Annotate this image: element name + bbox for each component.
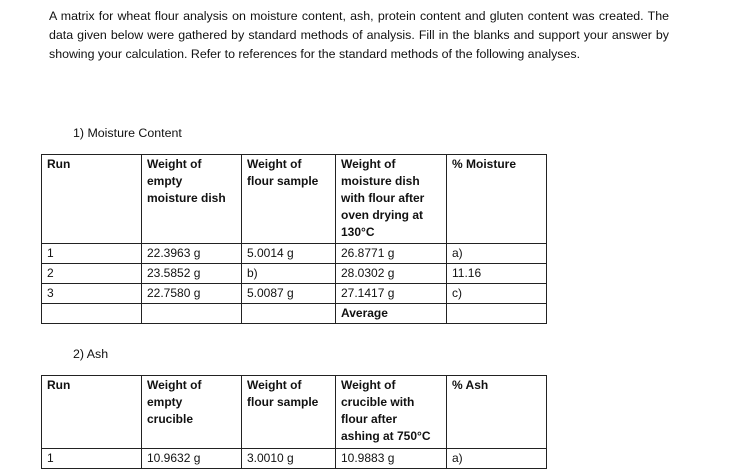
moisture-header-row <box>42 155 547 244</box>
header-percent-ash: % Ash <box>447 376 547 449</box>
header-crucible-after-ashing: Weight of crucible with flour after ashing at 750°C <box>336 376 447 449</box>
table-row <box>42 244 547 264</box>
table-cell: 22.7580 g <box>142 284 242 304</box>
header-percent-moisture: % Moisture <box>447 155 547 244</box>
blank-cell: a) <box>447 244 547 264</box>
table-cell: 27.1417 g <box>336 284 447 304</box>
header-dish-flour-after-drying: Weight of moisture dish with flour after oven drying at 130°C <box>336 155 447 244</box>
average-label: Average <box>336 304 447 324</box>
header-flour-sample-weight: Weight of flour sample <box>242 376 336 449</box>
table-cell: 11.16 <box>447 264 547 284</box>
intro-paragraph: A matrix for wheat flour analysis on moisture content, ash, protein content and gluten content was created. The data given below were gathered by standard methods of analysis. Fill in the blanks and support your answer by showing your calculation. Refer to references for the standard methods of the following analyses. <box>49 9 669 61</box>
header-flour-sample-weight: Weight of flour sample <box>242 155 336 244</box>
ash-section-title: 2) Ash <box>73 347 109 361</box>
table-cell: 10.9883 g <box>336 449 447 469</box>
table-cell: 3.0010 g <box>242 449 336 469</box>
table-row <box>42 284 547 304</box>
average-value-cell <box>447 304 547 324</box>
header-run: Run <box>42 376 142 449</box>
header-empty-crucible-weight: Weight of empty crucible <box>142 376 242 449</box>
table-cell: 10.9632 g <box>142 449 242 469</box>
table-cell <box>142 304 242 324</box>
table-cell: 28.0302 g <box>336 264 447 284</box>
moisture-section-title: 1) Moisture Content <box>73 126 182 140</box>
run-cell: 2 <box>42 264 142 284</box>
table-cell: 26.8771 g <box>336 244 447 264</box>
header-empty-dish-weight: Weight of empty moisture dish <box>142 155 242 244</box>
run-cell: 1 <box>42 244 142 264</box>
ash-table <box>41 375 547 469</box>
table-cell: 5.0087 g <box>242 284 336 304</box>
table-cell: 22.3963 g <box>142 244 242 264</box>
run-cell: 1 <box>42 449 142 469</box>
table-cell: 5.0014 g <box>242 244 336 264</box>
moisture-table <box>41 154 547 324</box>
ash-header-row <box>42 376 547 449</box>
table-cell: 23.5852 g <box>142 264 242 284</box>
table-row <box>42 264 547 284</box>
blank-cell: c) <box>447 284 547 304</box>
header-run: Run <box>42 155 142 244</box>
blank-cell: a) <box>447 449 547 469</box>
run-cell: 3 <box>42 284 142 304</box>
average-row <box>42 304 547 324</box>
table-cell <box>242 304 336 324</box>
table-cell <box>42 304 142 324</box>
blank-cell: b) <box>242 264 336 284</box>
